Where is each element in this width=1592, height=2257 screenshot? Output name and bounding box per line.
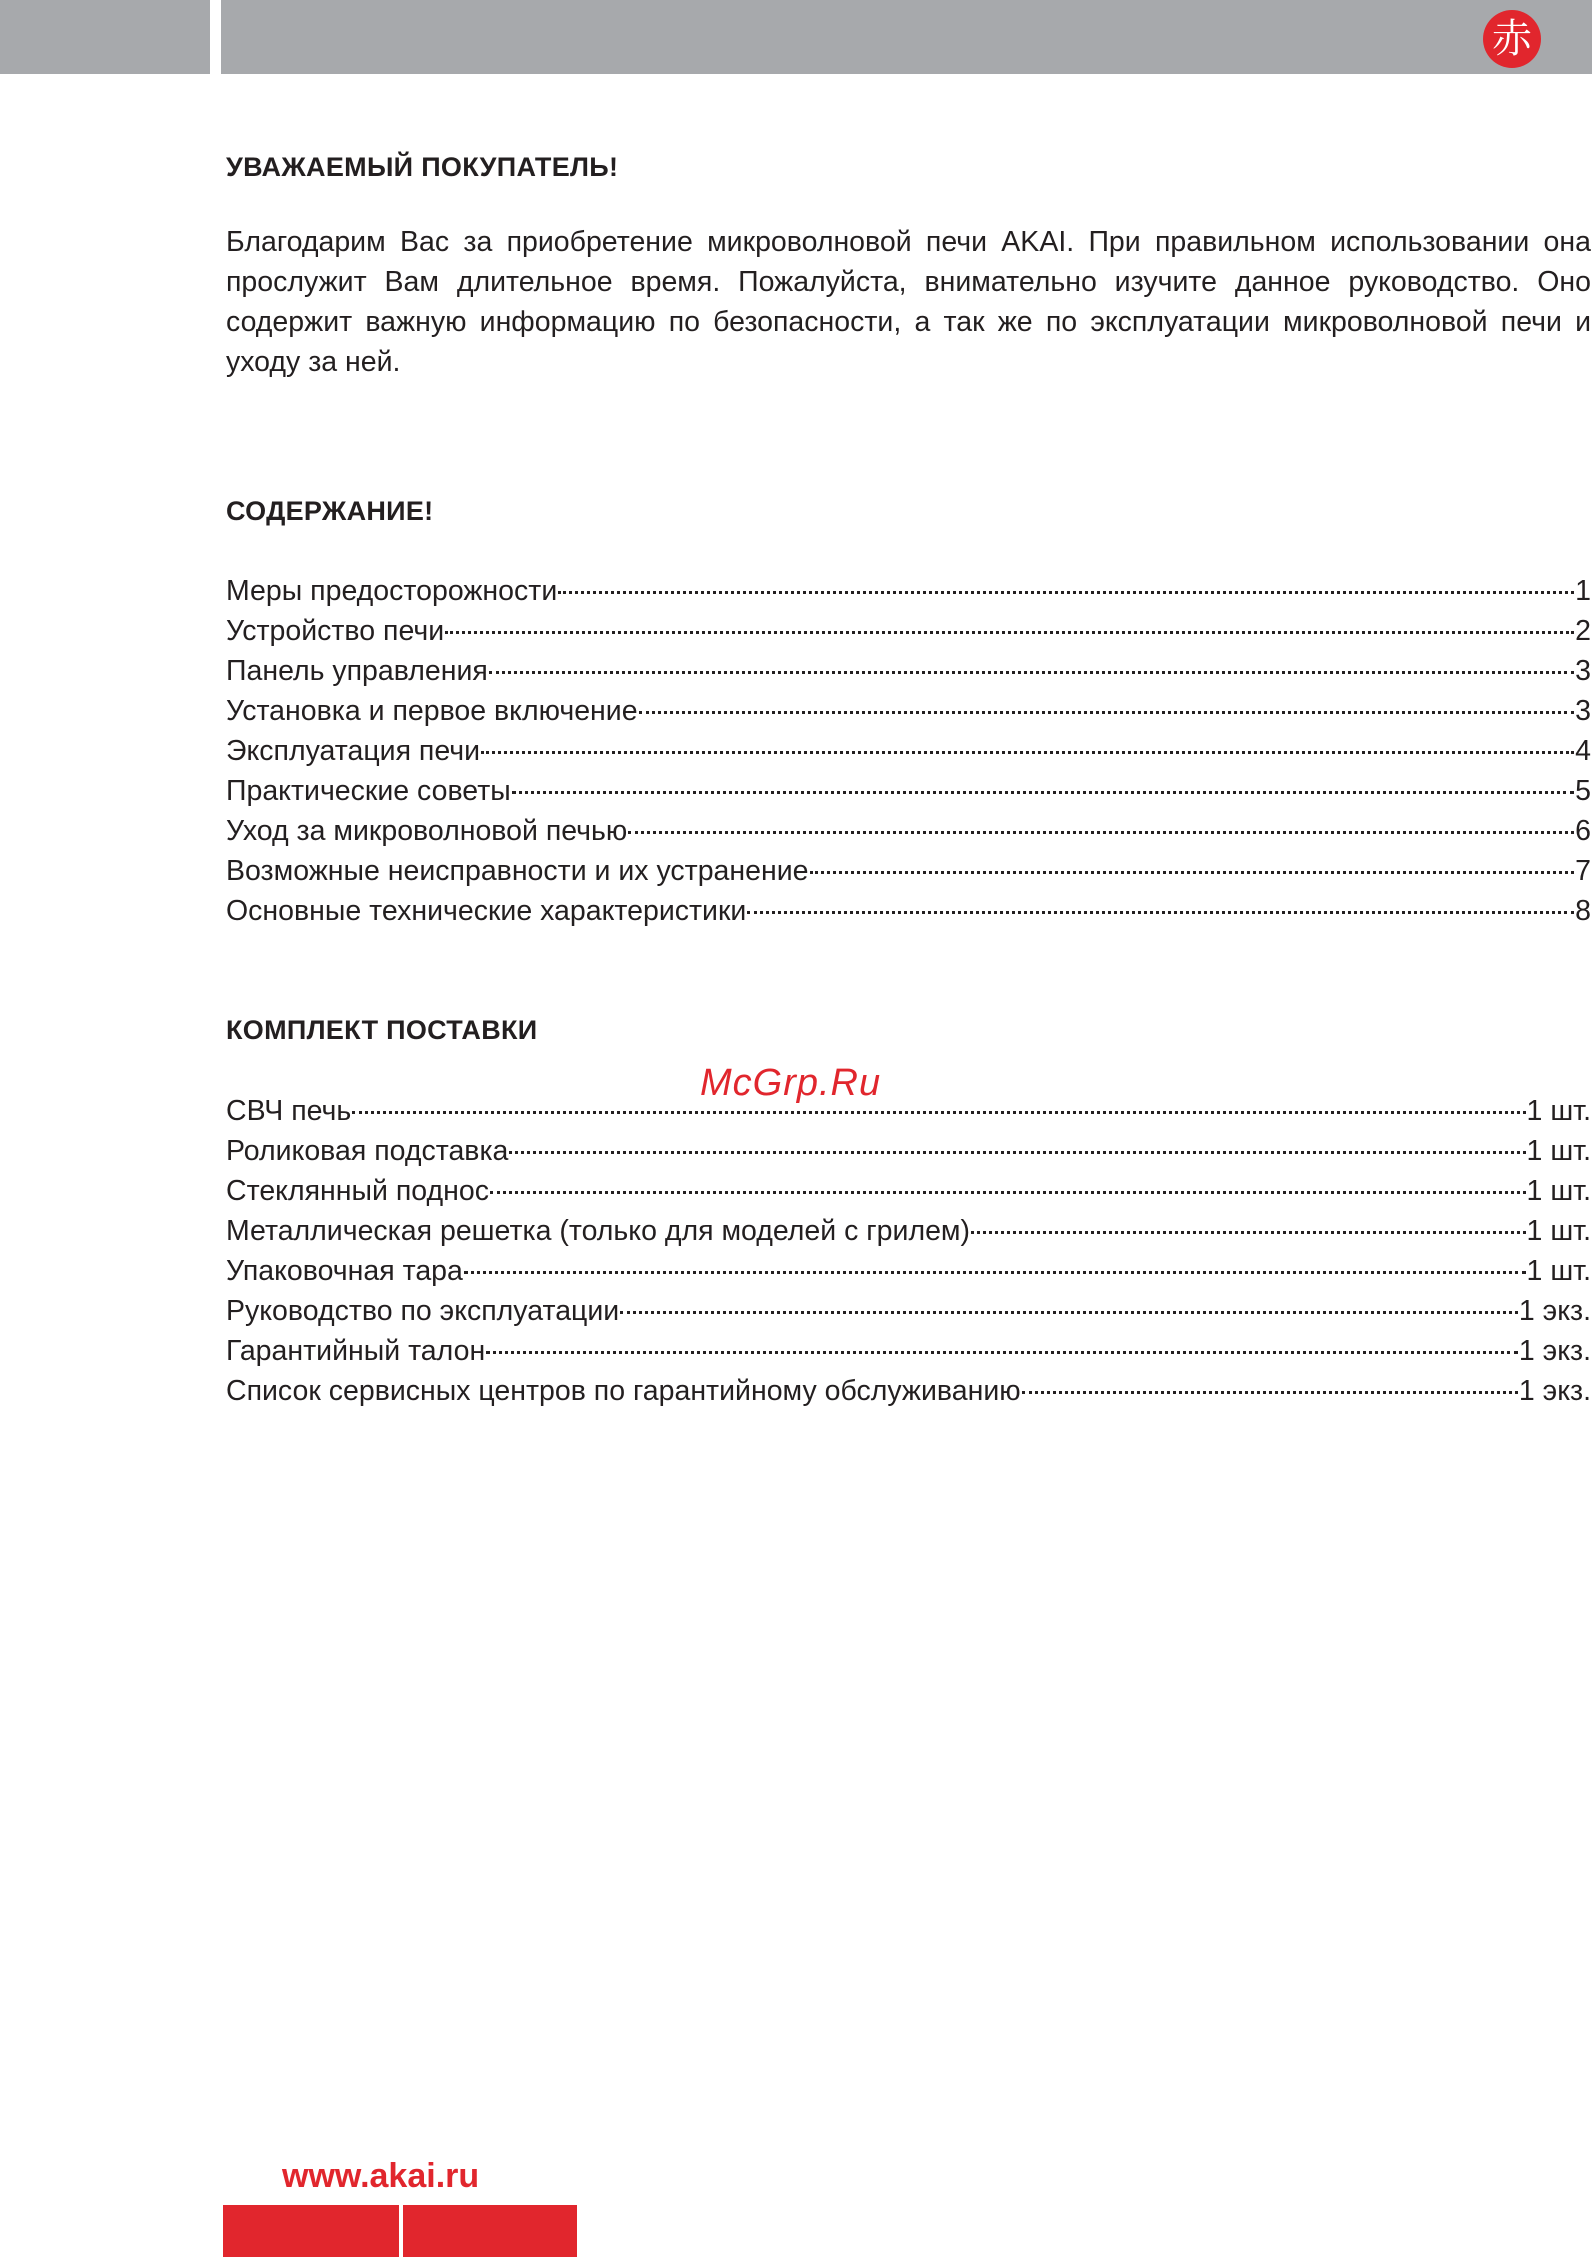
- dot-leader: [620, 1311, 1518, 1314]
- toc-item-page: 1: [1575, 575, 1591, 607]
- dot-leader: [464, 1271, 1526, 1274]
- package-item-label: Руководство по эксплуатации: [226, 1295, 620, 1327]
- contents-title: СОДЕРЖАНИЕ!: [226, 496, 434, 526]
- watermark: McGrp.Ru: [700, 1062, 882, 1104]
- header-bar-left: [0, 0, 210, 74]
- footer-url-link[interactable]: www.akai.ru: [282, 2157, 480, 2195]
- dot-leader: [489, 671, 1574, 674]
- package-item-qty: 1 экз.: [1518, 1295, 1591, 1327]
- dot-leader: [1022, 1391, 1518, 1394]
- greeting-text: Благодарим Вас за приобретение микроволновой печи AKAI. При правильном использовании она прослужит Вам длительное время. Пожалуйста, внимательно изучите данное руководство. Оно содержит важную информацию по безопасности, а так же по эксплуатации микроволновой печи и уходу за ней.: [226, 226, 1591, 378]
- toc-item-page: 3: [1575, 695, 1591, 727]
- dot-leader: [481, 751, 1574, 754]
- package-item: [226, 1371, 1591, 1411]
- toc-item-page: 6: [1575, 815, 1591, 847]
- package-item-qty: 1 экз.: [1518, 1375, 1591, 1407]
- toc-item-page: 3: [1575, 655, 1591, 687]
- package-item-label: Стеклянный поднос: [226, 1175, 489, 1207]
- package-item-qty: 1 шт.: [1526, 1215, 1591, 1247]
- toc-item: [226, 571, 1591, 611]
- package-item-label: Роликовая подставка: [226, 1135, 509, 1167]
- package-item-qty: 1 шт.: [1526, 1255, 1591, 1287]
- package-item: [226, 1331, 1591, 1371]
- package-list: [226, 1091, 1591, 1411]
- dot-leader: [445, 631, 1574, 634]
- package-item-label: Упаковочная тара: [226, 1255, 463, 1287]
- toc-item-label: Эксплуатация печи: [226, 735, 481, 767]
- package-item-qty: 1 шт.: [1526, 1135, 1591, 1167]
- package-item-label: Гарантийный талон: [226, 1335, 486, 1367]
- toc-item-page: 5: [1575, 775, 1591, 807]
- toc-item: [226, 731, 1591, 771]
- package-item-label: СВЧ печь: [226, 1095, 352, 1127]
- package-item: [226, 1171, 1591, 1211]
- package-item: [226, 1251, 1591, 1291]
- dot-leader: [558, 591, 1574, 594]
- toc-item-page: 4: [1575, 735, 1591, 767]
- toc-item-label: Практические советы: [226, 775, 511, 807]
- footer-bar-right: [403, 2205, 577, 2257]
- toc-item: [226, 811, 1591, 851]
- toc-item: [226, 611, 1591, 651]
- toc-item-page: 2: [1575, 615, 1591, 647]
- toc-item-label: Возможные неисправности и их устранение: [226, 855, 809, 887]
- toc-item: [226, 771, 1591, 811]
- toc-item: [226, 691, 1591, 731]
- package-item: [226, 1131, 1591, 1171]
- dot-leader: [639, 711, 1575, 714]
- toc-item: [226, 851, 1591, 891]
- contents-list: [226, 571, 1591, 931]
- toc-item: [226, 651, 1591, 691]
- toc-item-label: Установка и первое включение: [226, 695, 638, 727]
- package-item-qty: 1 шт.: [1526, 1175, 1591, 1207]
- toc-item-label: Устройство печи: [226, 615, 445, 647]
- header-bar-right: [221, 0, 1592, 74]
- dot-leader: [352, 1111, 1525, 1114]
- toc-item-label: Меры предосторожности: [226, 575, 558, 607]
- package-item: [226, 1291, 1591, 1331]
- toc-item-page: 8: [1575, 895, 1591, 927]
- akai-logo-icon: 赤: [1483, 10, 1541, 68]
- package-title: КОМПЛЕКТ ПОСТАВКИ: [226, 1015, 538, 1045]
- dot-leader: [747, 911, 1574, 914]
- toc-item: [226, 891, 1591, 931]
- toc-item-label: Панель управления: [226, 655, 488, 687]
- dot-leader: [486, 1351, 1518, 1354]
- greeting-title: УВАЖАЕМЫЙ ПОКУПАТЕЛЬ!: [226, 152, 619, 182]
- toc-item-page: 7: [1575, 855, 1591, 887]
- package-item-qty: 1 шт.: [1526, 1095, 1591, 1127]
- dot-leader: [810, 871, 1575, 874]
- dot-leader: [628, 831, 1574, 834]
- toc-item-label: Основные технические характеристики: [226, 895, 747, 927]
- toc-item-label: Уход за микроволновой печью: [226, 815, 628, 847]
- dot-leader: [509, 1151, 1525, 1154]
- package-item-label: Список сервисных центров по гарантийному обслуживанию: [226, 1375, 1021, 1407]
- dot-leader: [971, 1231, 1526, 1234]
- package-item: [226, 1211, 1591, 1251]
- dot-leader: [512, 791, 1574, 794]
- footer-bar-left: [223, 2205, 399, 2257]
- package-item-qty: 1 экз.: [1518, 1335, 1591, 1367]
- package-item-label: Металлическая решетка (только для моделей с грилем): [226, 1215, 971, 1247]
- package-item: [226, 1091, 1591, 1131]
- dot-leader: [490, 1191, 1526, 1194]
